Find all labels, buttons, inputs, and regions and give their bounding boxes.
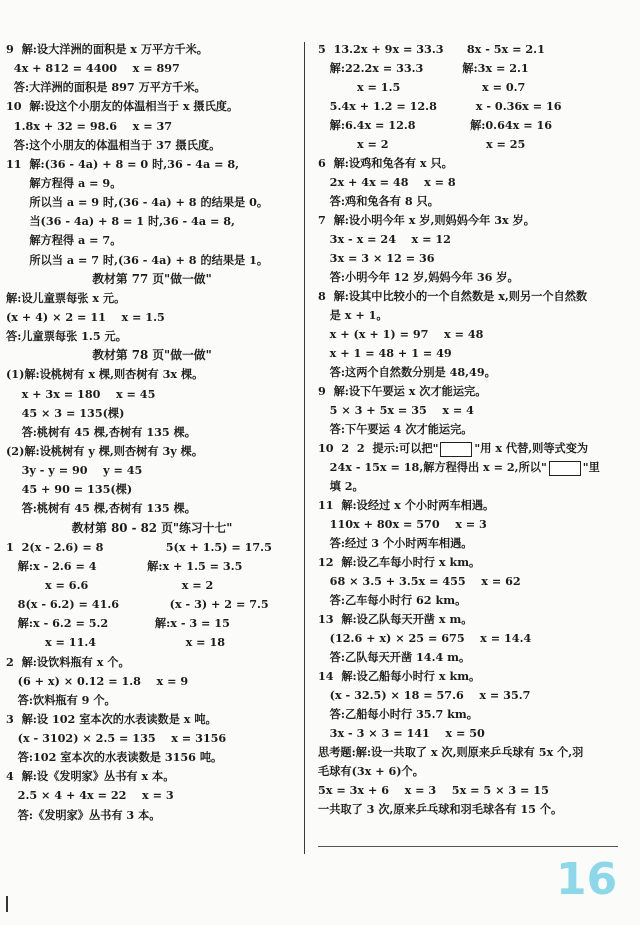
answer-line: (6 + x) × 0.12 = 1.8 x = 9 — [6, 673, 189, 688]
answer-line: 答:饮料瓶有 9 个。 — [6, 692, 116, 707]
right-column — [318, 40, 634, 819]
answer-line: 所以当 a = 9 时,(36 - 4a) + 8 的结果是 0。 — [6, 195, 269, 210]
answer-line: 9 解:设下午要运 x 次才能运完。 — [318, 384, 487, 398]
answer-line: 11 解:设经过 x 个小时两车相遇。 — [318, 498, 495, 512]
answer-line: 14 解:设乙船每小时行 x km。 — [318, 669, 481, 683]
answer-line: 解方程得 a = 9。 — [6, 175, 122, 190]
answer-line: (x - 32.5) × 18 = 57.6 x = 35.7 — [318, 688, 531, 702]
answer-line: (2)解:设桃树有 y 棵,则杏树有 3y 棵。 — [6, 443, 204, 458]
answer-line: (x - 3102) × 2.5 = 135 x = 3156 — [6, 731, 227, 746]
answer-line: 68 × 3.5 + 3.5x = 455 x = 62 — [318, 574, 521, 588]
answer-line: 11 解:(36 - 4a) + 8 = 0 时,36 - 4a = 8, — [6, 156, 240, 171]
answer-line: 填 2。 — [318, 479, 364, 493]
answer-line: 答:这两个自然数分别是 48,49。 — [318, 365, 496, 379]
answer-line: 7 解:设小明今年 x 岁,则妈妈今年 3x 岁。 — [318, 213, 535, 227]
answer-line: 解:x - 2.6 = 4 解:x + 1.5 = 3.5 — [6, 558, 243, 573]
answer-line: 8(x - 6.2) = 41.6 (x - 3) + 2 = 7.5 — [6, 597, 269, 612]
answer-line: 答:乙船每小时行 35.7 km。 — [318, 707, 478, 721]
answer-line: 45 + 90 = 135(棵) — [6, 482, 133, 497]
answer-line: x = 6.6 x = 2 — [6, 577, 214, 592]
answer-line: 5x = 3x + 6 x = 3 5x = 5 × 3 = 15 — [318, 783, 549, 797]
hint-text-start: 24x - 15x = 18,解方程得出 x = 2,所以" — [318, 460, 547, 474]
answer-line: 答:乙车每小时行 62 km。 — [318, 593, 467, 607]
answer-line: 一共取了 3 次,原来乒乓球和羽毛球各有 15 个。 — [318, 802, 563, 816]
answer-line: 解:设儿童票每张 x 元。 — [6, 290, 126, 305]
answer-line: 3x = 3 × 12 = 36 — [318, 251, 435, 265]
answer-line: 3y - y = 90 y = 45 — [6, 463, 143, 478]
hint-text-end: "里 — [582, 460, 600, 474]
answer-line: 答:乙队每天开凿 14.4 m。 — [318, 650, 471, 664]
answer-line: 6 解:设鸡和兔各有 x 只。 — [318, 156, 453, 170]
margin-mark — [6, 896, 8, 912]
answer-line: 4 解:设《发明家》丛书有 x 本。 — [6, 769, 175, 784]
answer-line: 110x + 80x = 570 x = 3 — [318, 517, 487, 531]
answer-line: 45 × 3 = 135(棵) — [6, 405, 125, 420]
section-heading: 教材第 80 - 82 页"练习十七" — [71, 520, 233, 535]
answer-line: 5.4x + 1.2 = 12.8 x - 0.36x = 16 — [318, 99, 562, 113]
hint-line — [318, 458, 634, 477]
answer-line: x + (x + 1) = 97 x = 48 — [318, 327, 484, 341]
answer-line: x = 1.5 x = 0.7 — [318, 80, 526, 94]
answer-line: 思考题:解:设一共取了 x 次,则原来乒乓球有 5x 个,羽 — [318, 745, 584, 759]
answer-line: x + 1 = 48 + 1 = 49 — [318, 346, 452, 360]
answer-line: 13 解:设乙队每天开凿 x m。 — [318, 612, 473, 626]
answer-line: 9 解:设大洋洲的面积是 x 万平方千米。 — [6, 42, 208, 56]
answer-line: 解:22.2x = 33.3 解:3x = 2.1 — [318, 61, 529, 75]
answer-line: 答:经过 3 个小时两车相遇。 — [318, 536, 473, 550]
blank-box — [440, 442, 472, 457]
answer-line: 1 2(x - 2.6) = 8 5(x + 1.5) = 17.5 — [6, 539, 272, 554]
answer-line: (x + 4) × 2 = 11 x = 1.5 — [6, 309, 165, 324]
blank-box — [549, 461, 581, 476]
answer-line: 所以当 a = 7 时,(36 - 4a) + 8 的结果是 1。 — [6, 252, 269, 267]
answer-line: 12 解:设乙车每小时行 x km。 — [318, 555, 481, 569]
answer-line: 答:儿童票每张 1.5 元。 — [6, 329, 127, 344]
answer-line: x = 2 x = 25 — [318, 137, 526, 151]
bottom-rule — [318, 846, 618, 847]
answer-line: 解:x - 6.2 = 5.2 解:x - 3 = 15 — [6, 616, 230, 631]
left-column — [6, 40, 298, 825]
answer-line: 3x - x = 24 x = 12 — [318, 232, 451, 246]
answer-line: x = 11.4 x = 18 — [6, 635, 226, 650]
answer-line: 5 × 3 + 5x = 35 x = 4 — [318, 403, 474, 417]
section-heading: 教材第 78 页"做一做" — [92, 348, 212, 363]
section-heading: 教材第 77 页"做一做" — [92, 271, 212, 286]
answer-line: 当(36 - 4a) + 8 = 1 时,36 - 4a = 8, — [6, 214, 235, 229]
answer-line: 答:桃树有 45 棵,杏树有 135 棵。 — [6, 501, 196, 516]
answer-line: 3 解:设 102 室本次的水表读数是 x 吨。 — [6, 711, 217, 726]
answer-line: 4x + 812 = 4400 x = 897 — [6, 61, 180, 76]
answer-line: 答:小明今年 12 岁,妈妈今年 36 岁。 — [318, 270, 519, 284]
answer-line: 答:下午要运 4 次才能运完。 — [318, 422, 473, 436]
column-divider — [304, 42, 305, 854]
answer-line: 是 x + 1。 — [318, 308, 388, 322]
hint-text-start: 10 2 2 提示:可以把" — [318, 441, 439, 455]
answer-line: 2x + 4x = 48 x = 8 — [318, 175, 456, 189]
answer-line: 5 13.2x + 9x = 33.3 8x - 5x = 2.1 — [318, 42, 545, 56]
answer-line: 答:鸡和兔各有 8 只。 — [318, 194, 439, 208]
hint-line — [318, 439, 634, 458]
answer-line: 解方程得 a = 7。 — [6, 233, 122, 248]
page-number: 16 — [556, 854, 618, 905]
answer-line: 毛球有(3x + 6)个。 — [318, 764, 424, 778]
answer-line: 答:桃树有 45 棵,杏树有 135 棵。 — [6, 424, 196, 439]
answer-line: 10 解:设这个小朋友的体温相当于 x 摄氏度。 — [6, 99, 239, 114]
answer-line: 答:这个小朋友的体温相当于 37 摄氏度。 — [6, 137, 221, 152]
answer-line: (1)解:设桃树有 x 棵,则杏树有 3x 棵。 — [6, 367, 204, 382]
answer-line: 答:大洋洲的面积是 897 万平方千米。 — [6, 80, 206, 95]
answer-line: 1.8x + 32 = 98.6 x = 37 — [6, 118, 173, 133]
answer-line: 2 解:设饮料瓶有 x 个。 — [6, 654, 130, 669]
answer-line: 答:《发明家》丛书有 3 本。 — [6, 807, 161, 822]
answer-line: 3x - 3 × 3 = 141 x = 50 — [318, 726, 485, 740]
answer-line: 答:102 室本次的水表读数是 3156 吨。 — [6, 750, 223, 765]
answer-line: 解:6.4x = 12.8 解:0.64x = 16 — [318, 118, 553, 132]
answer-line: 2.5 × 4 + 4x = 22 x = 3 — [6, 788, 174, 803]
answer-line: (12.6 + x) × 25 = 675 x = 14.4 — [318, 631, 532, 645]
answer-line: 8 解:设其中比较小的一个自然数是 x,则另一个自然数 — [318, 289, 588, 303]
hint-text-end: "用 x 代替,则等式变为 — [474, 441, 589, 455]
answer-line: x + 3x = 180 x = 45 — [6, 386, 156, 401]
